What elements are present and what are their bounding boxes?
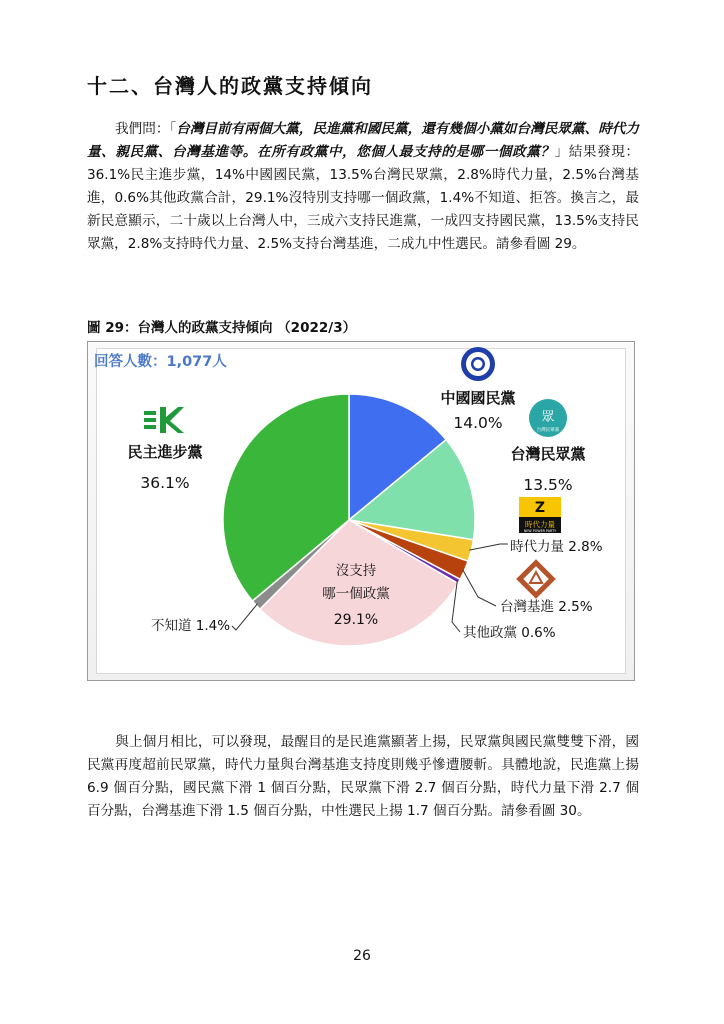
- dpp-value-label: 36.1%: [140, 474, 190, 492]
- tpp-logo-text: 眾: [541, 410, 555, 425]
- leader-line-3: [463, 570, 496, 606]
- dontknow-label: 不知道 1.4%: [151, 618, 231, 634]
- kmt-logo-icon: [461, 347, 495, 381]
- kmt-value-label: 14.0%: [453, 414, 503, 432]
- neutral-value-label: 29.1%: [333, 612, 379, 628]
- leader-line-6: [232, 604, 258, 630]
- para2-text: 與上個月相比，可以發現，最醒目的是民進黨顯著上揚，民眾黨與國民黨雙雙下滑，國民黨再度超前民眾黨，時代力量與台灣基進支持度則幾乎慘遭腰斬。具體地說，民進黨上揚 6.9 個百分點，國民黨下滑 1 個百分點，民眾黨下滑 2.7 個百分點，時代力量下滑 2.7 個百分點，台灣基進下滑 1.5 個百分點，中性選民上揚 1.7 個百分點。請參看圖 30。: [87, 734, 639, 819]
- other-party-label: 其他政黨 0.6%: [463, 625, 556, 641]
- leader-line-2: [469, 544, 508, 550]
- para1-tail: 」結果發現：36.1%民主進步黨，14%中國國民黨，13.5%台灣民眾黨，2.8%時代力量，2.5%台灣基進，0.6%其他政黨合計，29.1%沒特別支持哪一個政黨，1.4%不知道、拒答。換言之，最新民意顯示，二十歲以上台灣人中，三成六支持民進黨，一成四支持國民黨，13.5%支持民眾黨，2.8%支持時代力量、2.5%支持台灣基進，二成九中性選民。請參看圖 29。: [87, 144, 639, 252]
- npp-label: 時代力量 2.8%: [510, 539, 603, 555]
- tsp-label: 台灣基進 2.5%: [500, 599, 593, 615]
- respondent-count: 回答人數：1,077人: [94, 354, 227, 370]
- page-number: 26: [353, 948, 371, 964]
- tpp-logo-sub: 台灣民眾黨: [536, 428, 560, 433]
- neutral-label-line2: 哪一個政黨: [322, 586, 390, 602]
- survey-question: 台灣目前有兩個大黨，民進黨和國民黨，還有幾個小黨如台灣民眾黨、時代力量、親民黨、台灣基進等。在所有政黨中，您個人最支持的是哪一個政黨？: [87, 121, 640, 160]
- svg-text:Z: Z: [534, 500, 546, 516]
- npp-logo-text: 時代力量: [525, 520, 555, 529]
- kmt-name-label: 中國國民黨: [440, 389, 516, 407]
- npp-logo-sub: NEW POWER PARTY: [523, 529, 557, 533]
- comparison-paragraph: [87, 731, 639, 823]
- para1-lead: 我們問：「: [115, 121, 177, 137]
- figure-title: 圖 29：台灣人的政黨支持傾向 （2022/3）: [87, 320, 357, 336]
- tsp-logo-icon: [516, 559, 556, 599]
- dpp-name-label: 民主進步黨: [127, 443, 203, 461]
- tpp-value-label: 13.5%: [523, 476, 573, 494]
- section-heading: 十二、台灣人的政黨支持傾向: [87, 74, 373, 98]
- tpp-logo-icon: [529, 399, 567, 437]
- neutral-label-line1: 沒支持: [335, 563, 377, 579]
- tpp-name-label: 台灣民眾黨: [510, 445, 586, 463]
- npp-logo-icon: [519, 497, 561, 533]
- dpp-logo-icon: [144, 407, 184, 433]
